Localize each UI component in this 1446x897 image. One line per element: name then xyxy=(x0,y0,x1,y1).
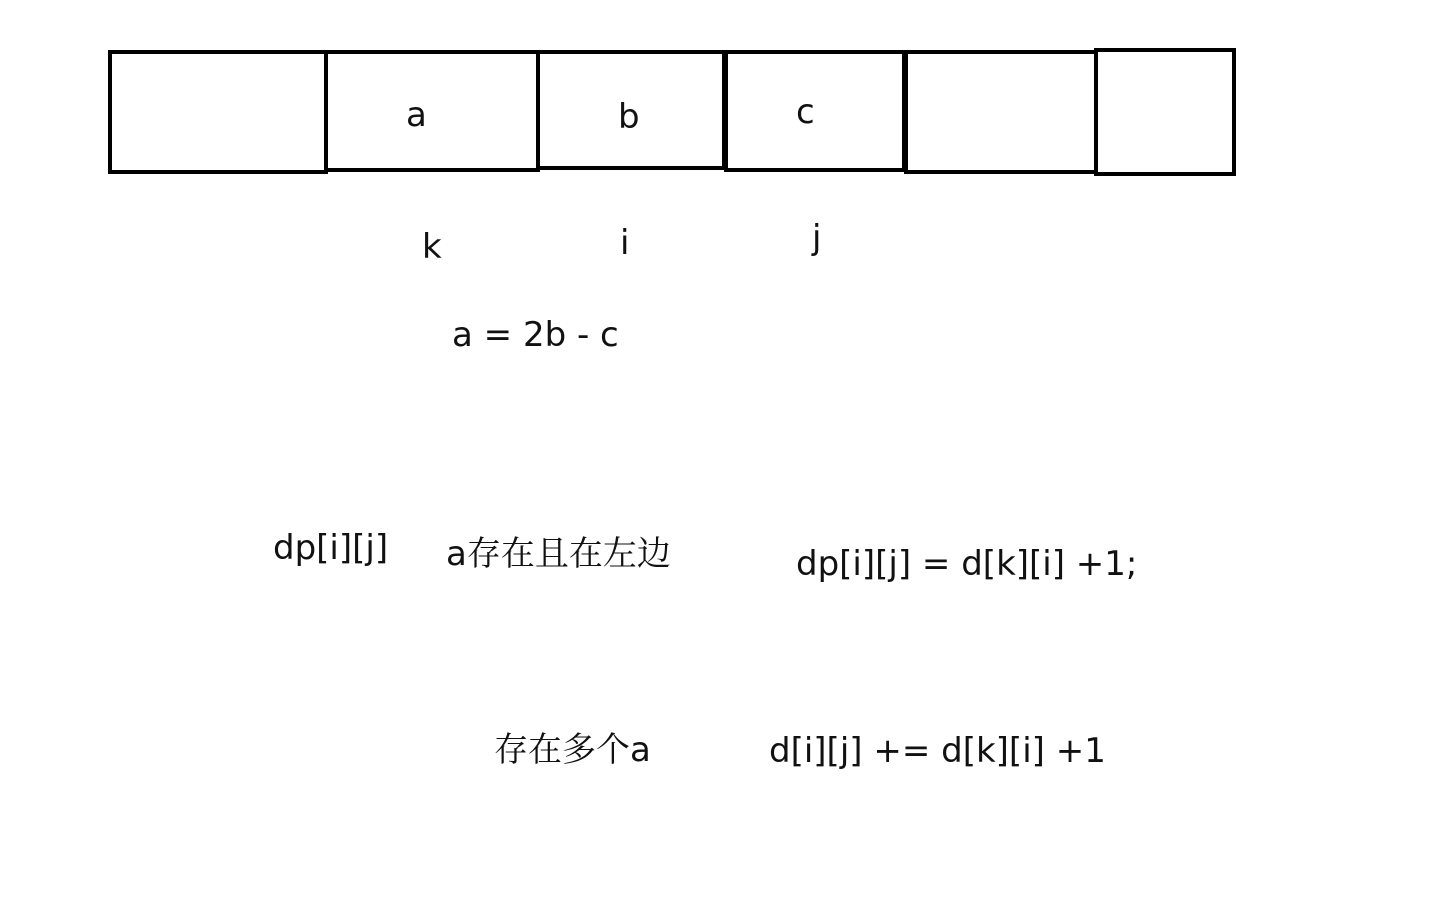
index-label-j: j xyxy=(812,218,822,258)
array-cell-1 xyxy=(324,50,540,172)
multiple-a-condition: 存在多个a xyxy=(494,730,651,770)
relation-formula: a = 2b - c xyxy=(452,315,619,355)
array-cell-5 xyxy=(1094,48,1236,176)
left-exists-condition: a存在且在左边 xyxy=(446,534,671,574)
cell-label-c: c xyxy=(796,92,815,132)
cell-label-a: a xyxy=(406,95,427,135)
cell-label-b: b xyxy=(618,97,640,137)
multiple-transition-formula: d[i][j] += d[k][i] +1 xyxy=(769,731,1106,771)
array-cell-4 xyxy=(904,50,1098,174)
array-cell-0 xyxy=(108,50,328,174)
single-transition-formula: dp[i][j] = d[k][i] +1; xyxy=(796,544,1138,584)
array-strip xyxy=(108,48,1236,176)
dp-state-label: dp[i][j] xyxy=(273,528,389,568)
index-label-i: i xyxy=(620,223,630,263)
array-cell-3 xyxy=(724,50,906,172)
index-label-k: k xyxy=(422,227,442,267)
